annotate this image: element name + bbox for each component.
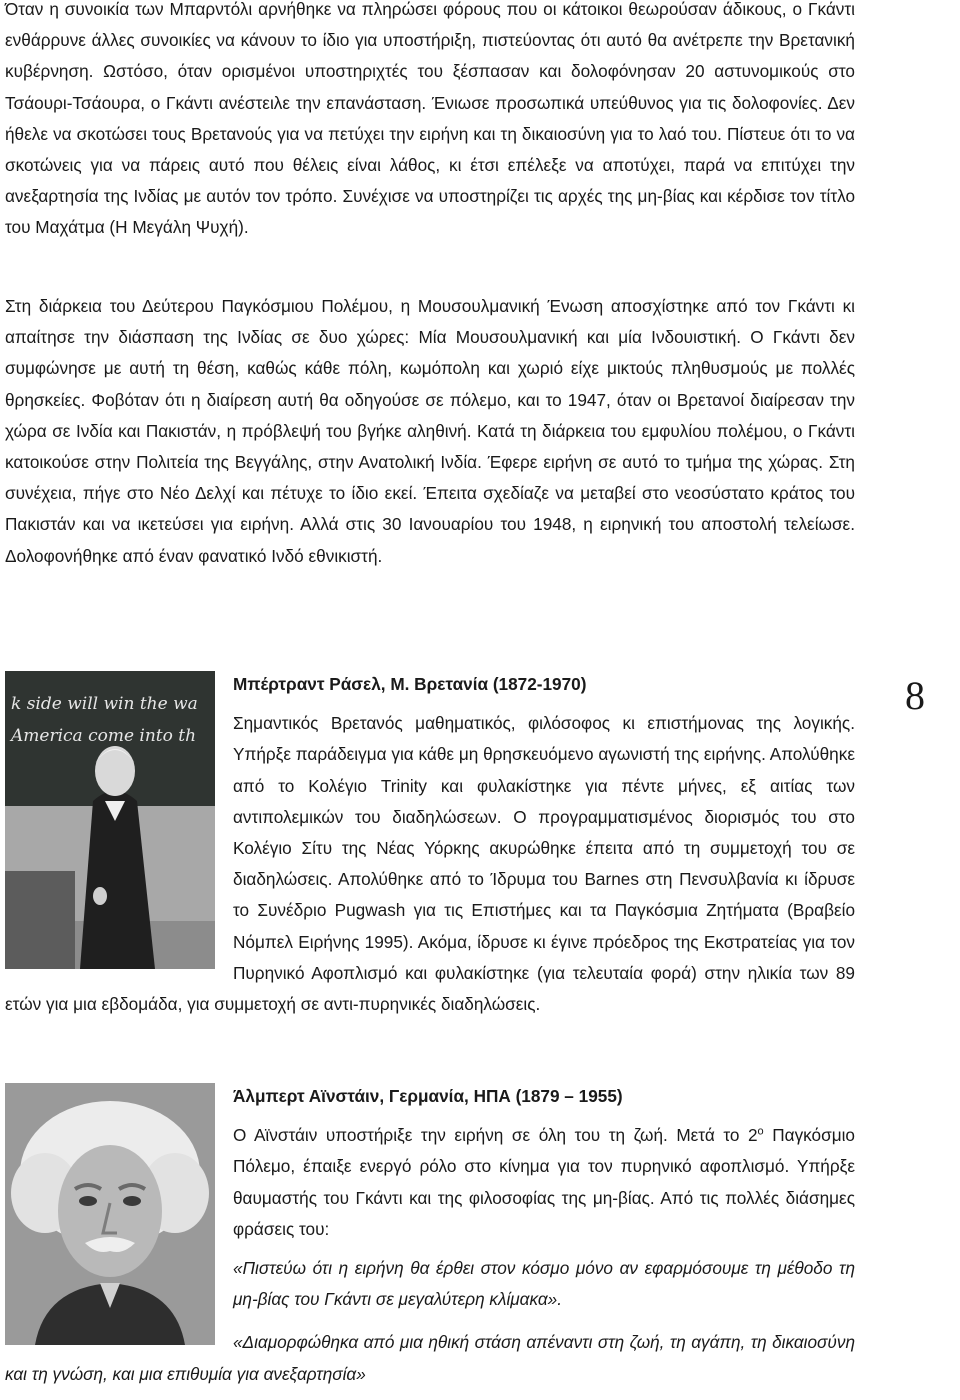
paragraph-gandhi-bardoli: Όταν η συνοικία των Μπαρντόλι αρνήθηκε να πληρώσει φόρους που οι κάτοικοι θεωρούσαν άδικους, ο Γκάντι ενθάρρυνε άλλες συνοικίες να κάνουν το ίδιο για υποστήριξη, πιστεύοντας ότι αυτό θα ανέτρεπε την Βρετανική κυβέρνηση. Ωστόσο, όταν ορισμένοι υποστηριχτές του ξέσπασαν και δολοφόνησαν 20 αστυνομικούς στο Τσάουρι-Τσάουρα, ο Γκάντι ανέστειλε την επανάσταση. Ένιωσε προσωπικά υπεύθυνος για τις δολοφονίες. Δεν ήθελε να σκοτώσει τους Βρετανούς για να πετύχει την ειρήνη και τη δικαιοσύνη για το λαό του. Πίστευε ότι το να σκοτώνεις για να πάρεις αυτό που θέλεις είναι λάθος, κι έτσι επέλεξε να αποτύχει, παρά να επιτύχει την ανεξαρτησία της Ινδίας με αυτόν τον τρόπο. Συνέχισε να υποστηρίζει τις αρχές της μη-βίας και κέρδισε τον τίτλο του Μαχάτμα (Η Μεγάλη Ψυχή). xyxy=(5,0,855,238)
einstein-text-superscript: ο xyxy=(757,1125,764,1138)
einstein-quote-2: «Διαμορφώθηκα από μια ηθική στάση απέναντι στη ζωή, τη αγάπη, τη δικαιοσύνη και τη γνώση, και μια επιθυμία για ανεξαρτησία» xyxy=(5,1332,855,1384)
russell-photo-illustration xyxy=(5,671,215,969)
russell-title: Μπέρτραντ Ράσελ, Μ. Βρετανία (1872-1970) xyxy=(233,674,587,694)
bio-russell xyxy=(5,663,855,1020)
page-number: 8 xyxy=(905,673,925,718)
einstein-photo-illustration xyxy=(5,1083,215,1345)
einstein-quote-1: «Πιστεύω ότι η ειρήνη θα έρθει στον κόσμο μόνο αν εφαρμόσουμε τη μέθοδο τη μη-βίας του Γκάντι σε μεγαλύτερη κλίμακα». xyxy=(233,1258,855,1310)
bio-einstein xyxy=(5,1075,855,1390)
einstein-title: Άλμπερτ Αϊνστάιν, Γερμανία, ΗΠΑ (1879 – 1955) xyxy=(233,1086,623,1106)
einstein-photo xyxy=(5,1083,215,1345)
russell-text: Σημαντικός Βρετανός μαθηματικός, φιλόσοφος κι επιστήμονας της λογικής. Υπήρξε παράδειγμα για κάθε μη θρησκευόμενο αγωνιστή της ειρήνης. Απολύθηκε από το Κολέγιο Trinity και φυλακίστηκε για πέντε μήνες, εξ αιτίας των αντιπολεμικών του διαδηλώσεων. Ο προγραμματισμένος διορισμός του στο Κολέγιο Σίτυ της Νέας Υόρκης ακυρώθηκε έπειτα από τη συμμετοχή του σε διαδηλώσεις. Απολύθηκε από το Ίδρυμα του Barnes στη Πενσυλβανία κι ίδρυσε το Συνέδριο Pugwash για τις Επιστήμες και τα Παγκόσμια Ζητήματα (Βραβείο Νόμπελ Ειρήνης 1995). Ακόμα, ίδρυσε κι έγινε πρόεδρος της Εκστρατείας για τον Πυρηνικό Αφοπλισμό και φυλακίστηκε (για τελευταία φορά) στην ηλικία των 89 ετών για μια εβδομάδα, για συμμετοχή σε αντι-πυρηνικές διαδηλώσεις. xyxy=(5,713,855,1015)
chalkboard-writing-line1: k side will win the wa xyxy=(11,694,198,714)
russell-photo xyxy=(5,671,215,969)
einstein-text-part2: Παγκόσμιο Πόλεμο, έπαιξε ενεργό ρόλο στο κίνημα για τον πυρηνικό αφοπλισμό. Υπήρξε θαυμαστής του Γκάντι και της φιλοσοφίας της μη-βίας. Από τις πολλές διάσημες φράσεις του: xyxy=(233,1125,855,1239)
chalkboard-writing-line2: America come into th xyxy=(11,726,197,746)
einstein-text-part1: Ο Αϊνστάιν υποστήριξε την ειρήνη σε όλη του τη ζωή. Μετά το 2 xyxy=(233,1125,758,1146)
paragraph-gandhi-partition: Στη διάρκεια του Δεύτερου Παγκόσμιου Πολέμου, η Μουσουλμανική Ένωση αποσχίστηκε από τον Γκάντι κι απαίτησε την διάσπαση της Ινδίας σε δυο χώρες: Μία Μουσουλμανική και μία Ινδουιστική. Ο Γκάντι δεν συμφώνησε με αυτή τη θέση, καθώς κάθε πόλη, κωμόπολη και χωριό είχε μικτούς πληθυσμούς με πολλές θρησκείες. Φοβόταν ότι η διαίρεση αυτή θα οδηγούσε σε πόλεμο, και το 1947, όταν οι Βρετανοί διαίρεσαν την χώρα σε Ινδία και Πακιστάν, η πρόβλεψή του βγήκε αληθινή. Κατά τη διάρκεια του εμφυλίου πολέμου, ο Γκάντι κατοικούσε στην Πολιτεία της Βεγγάλης, στην Ανατολική Ινδία. Έφερε ειρήνη σε αυτό το τμήμα της χώρας. Στη συνέχεια, πήγε στο Νέο Δελχί και πέτυχε το ίδιο εκεί. Έπειτα σχεδίαζε να μεταβεί στο νεοσύστατο κράτος του Πακιστάν και να ικετεύσει για ειρήνη. Αλλά στις 30 Ιανουαρίου του 1948, η ειρηνική του αποστολή τελείωσε. Δολοφονήθηκε από έναν φανατικό Ινδό εθνικιστή. xyxy=(5,296,855,566)
